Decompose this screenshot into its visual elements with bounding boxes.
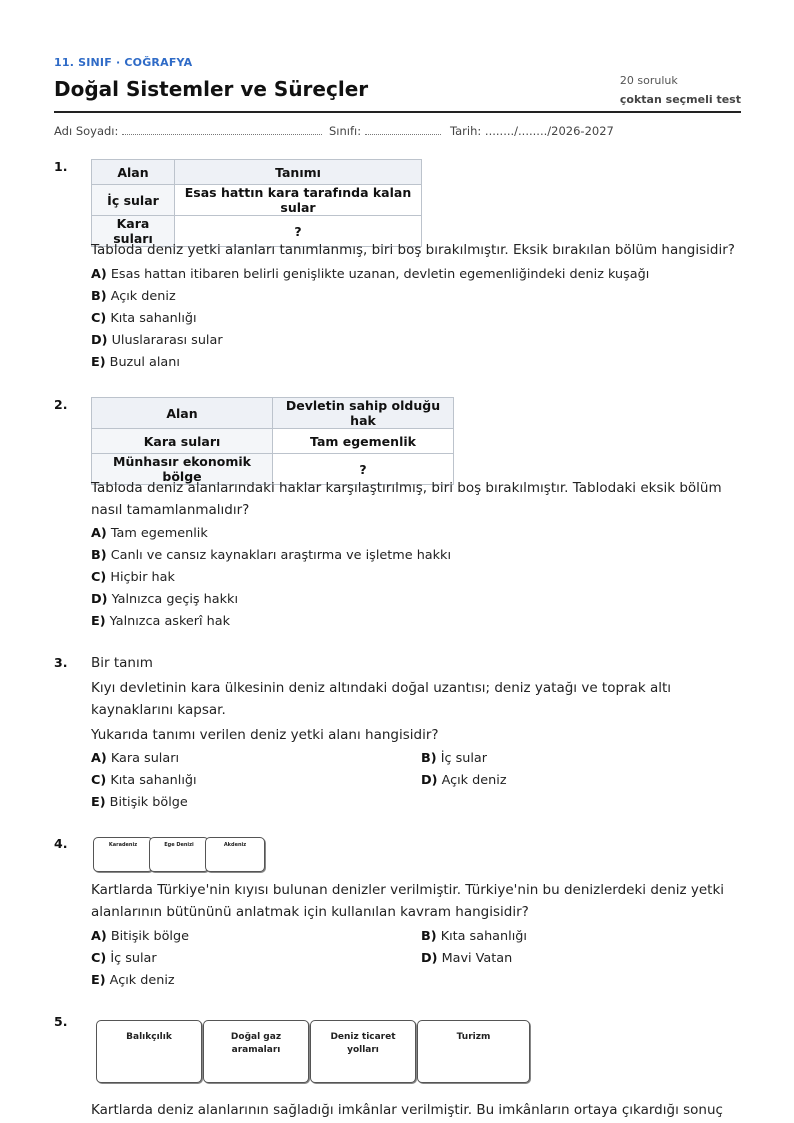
question-number: 5. bbox=[54, 1014, 68, 1029]
option-d[interactable]: D) Yalnızca geçiş hakkı bbox=[91, 592, 238, 607]
question-number: 3. bbox=[54, 655, 68, 670]
opportunity-cards bbox=[91, 1020, 531, 1086]
class-label: Sınıfı: bbox=[329, 124, 362, 138]
table-header: Tanımı bbox=[175, 160, 422, 185]
card-balikcilik: Balıkçılık bbox=[96, 1020, 202, 1083]
option-d[interactable]: D) Mavi Vatan bbox=[421, 951, 513, 966]
option-c[interactable]: C) Kıta sahanlığı bbox=[91, 311, 197, 326]
card-ege-denizi: Ege Denizi bbox=[149, 837, 209, 872]
option-e[interactable]: E) Açık deniz bbox=[91, 973, 175, 988]
table-cell: İç sular bbox=[92, 185, 175, 216]
test-meta bbox=[620, 71, 741, 109]
question-number: 4. bbox=[54, 836, 68, 851]
table-cell: Kara suları bbox=[92, 429, 273, 454]
question-table bbox=[91, 397, 454, 485]
table-cell: ? bbox=[273, 454, 454, 485]
question-table bbox=[91, 159, 422, 247]
table-header: Alan bbox=[92, 160, 175, 185]
card-akdeniz: Akdeniz bbox=[205, 837, 265, 872]
class-field[interactable] bbox=[365, 125, 441, 135]
option-a[interactable]: A) Tam egemenlik bbox=[91, 526, 208, 541]
test-type: çoktan seçmeli test bbox=[619, 93, 741, 106]
table-cell: Münhasır ekonomik bölge bbox=[92, 454, 273, 485]
option-d[interactable]: D) Açık deniz bbox=[421, 773, 507, 788]
option-a[interactable]: A) Esas hattan itibaren belirli genişlikte uzanan, devletin egemenliğindeki deniz kuşağı bbox=[91, 267, 650, 282]
card-karadeniz: Karadeniz bbox=[93, 837, 153, 872]
subject-label: 11. SINIF · COĞRAFYA bbox=[54, 56, 193, 69]
question-intro: Bir tanım bbox=[91, 655, 153, 671]
question-stem: Kartlarda Türkiye'nin kıyısı bulunan denizler verilmiştir. Türkiye'nin bu denizlerdeki deniz yetki alanlarının bütününü anlatmak için kullanılan kavram hangisidir? bbox=[91, 882, 725, 920]
question-stem: Kartlarda deniz alanlarının sağladığı imkânlar verilmiştir. Bu imkânların ortaya çıkardığı sonuç bbox=[91, 1102, 723, 1118]
option-a[interactable]: A) Kara suları bbox=[91, 751, 180, 766]
option-a[interactable]: A) Bitişik bölge bbox=[91, 929, 189, 944]
option-b[interactable]: B) İç sular bbox=[421, 751, 488, 766]
table-header: Alan bbox=[92, 398, 273, 429]
card-turizm: Turizm bbox=[417, 1020, 530, 1083]
question-stem: Tabloda deniz alanlarındaki haklar karşılaştırılmış, biri boş bırakılmıştır. Tablodaki eksik bölüm nasıl tamamlanmalıdır? bbox=[91, 480, 722, 518]
header-divider bbox=[54, 111, 741, 113]
table-cell: Kara suları bbox=[92, 216, 175, 247]
option-e[interactable]: E) Buzul alanı bbox=[91, 355, 180, 370]
card-deniz-ticaret: Deniz ticaret yolları bbox=[310, 1020, 416, 1083]
name-field[interactable] bbox=[122, 125, 322, 135]
sea-cards bbox=[91, 837, 266, 873]
date-label: Tarih: ......../......../2026-2027 bbox=[450, 124, 614, 138]
option-c[interactable]: C) Hiçbir hak bbox=[91, 570, 175, 585]
question-number: 2. bbox=[54, 397, 68, 412]
question-number: 1. bbox=[54, 159, 68, 174]
card-dogal-gaz: Doğal gaz aramaları bbox=[203, 1020, 309, 1083]
option-b[interactable]: B) Canlı ve cansız kaynakları araştırma ve işletme hakkı bbox=[91, 548, 452, 563]
question-stem: Tabloda deniz yetki alanları tanımlanmış, biri boş bırakılmıştır. Eksik bırakılan bölüm hangisidir? bbox=[91, 242, 735, 258]
table-cell: ? bbox=[175, 216, 422, 247]
option-e[interactable]: E) Yalnızca askerî hak bbox=[91, 614, 231, 629]
option-c[interactable]: C) İç sular bbox=[91, 951, 157, 966]
option-e[interactable]: E) Bitişik bölge bbox=[91, 795, 188, 810]
table-cell: Esas hattın kara tarafında kalan sular bbox=[175, 185, 422, 216]
table-header: Devletin sahip olduğu hak bbox=[273, 398, 454, 429]
option-b[interactable]: B) Kıta sahanlığı bbox=[421, 929, 527, 944]
page-title: Doğal Sistemler ve Süreçler bbox=[54, 77, 369, 101]
question-stem: Yukarıda tanımı verilen deniz yetki alanı hangisidir? bbox=[91, 727, 439, 743]
definition-text: Kıyı devletinin kara ülkesinin deniz altındaki doğal uzantısı; deniz yatağı ve toprak altı kaynaklarını kapsar. bbox=[91, 680, 672, 718]
name-label: Adı Soyadı: bbox=[54, 124, 119, 138]
question-count: 20 soruluk bbox=[619, 74, 678, 87]
table-cell: Tam egemenlik bbox=[273, 429, 454, 454]
option-b[interactable]: B) Açık deniz bbox=[91, 289, 176, 304]
option-c[interactable]: C) Kıta sahanlığı bbox=[91, 773, 197, 788]
option-d[interactable]: D) Uluslararası sular bbox=[91, 333, 223, 348]
